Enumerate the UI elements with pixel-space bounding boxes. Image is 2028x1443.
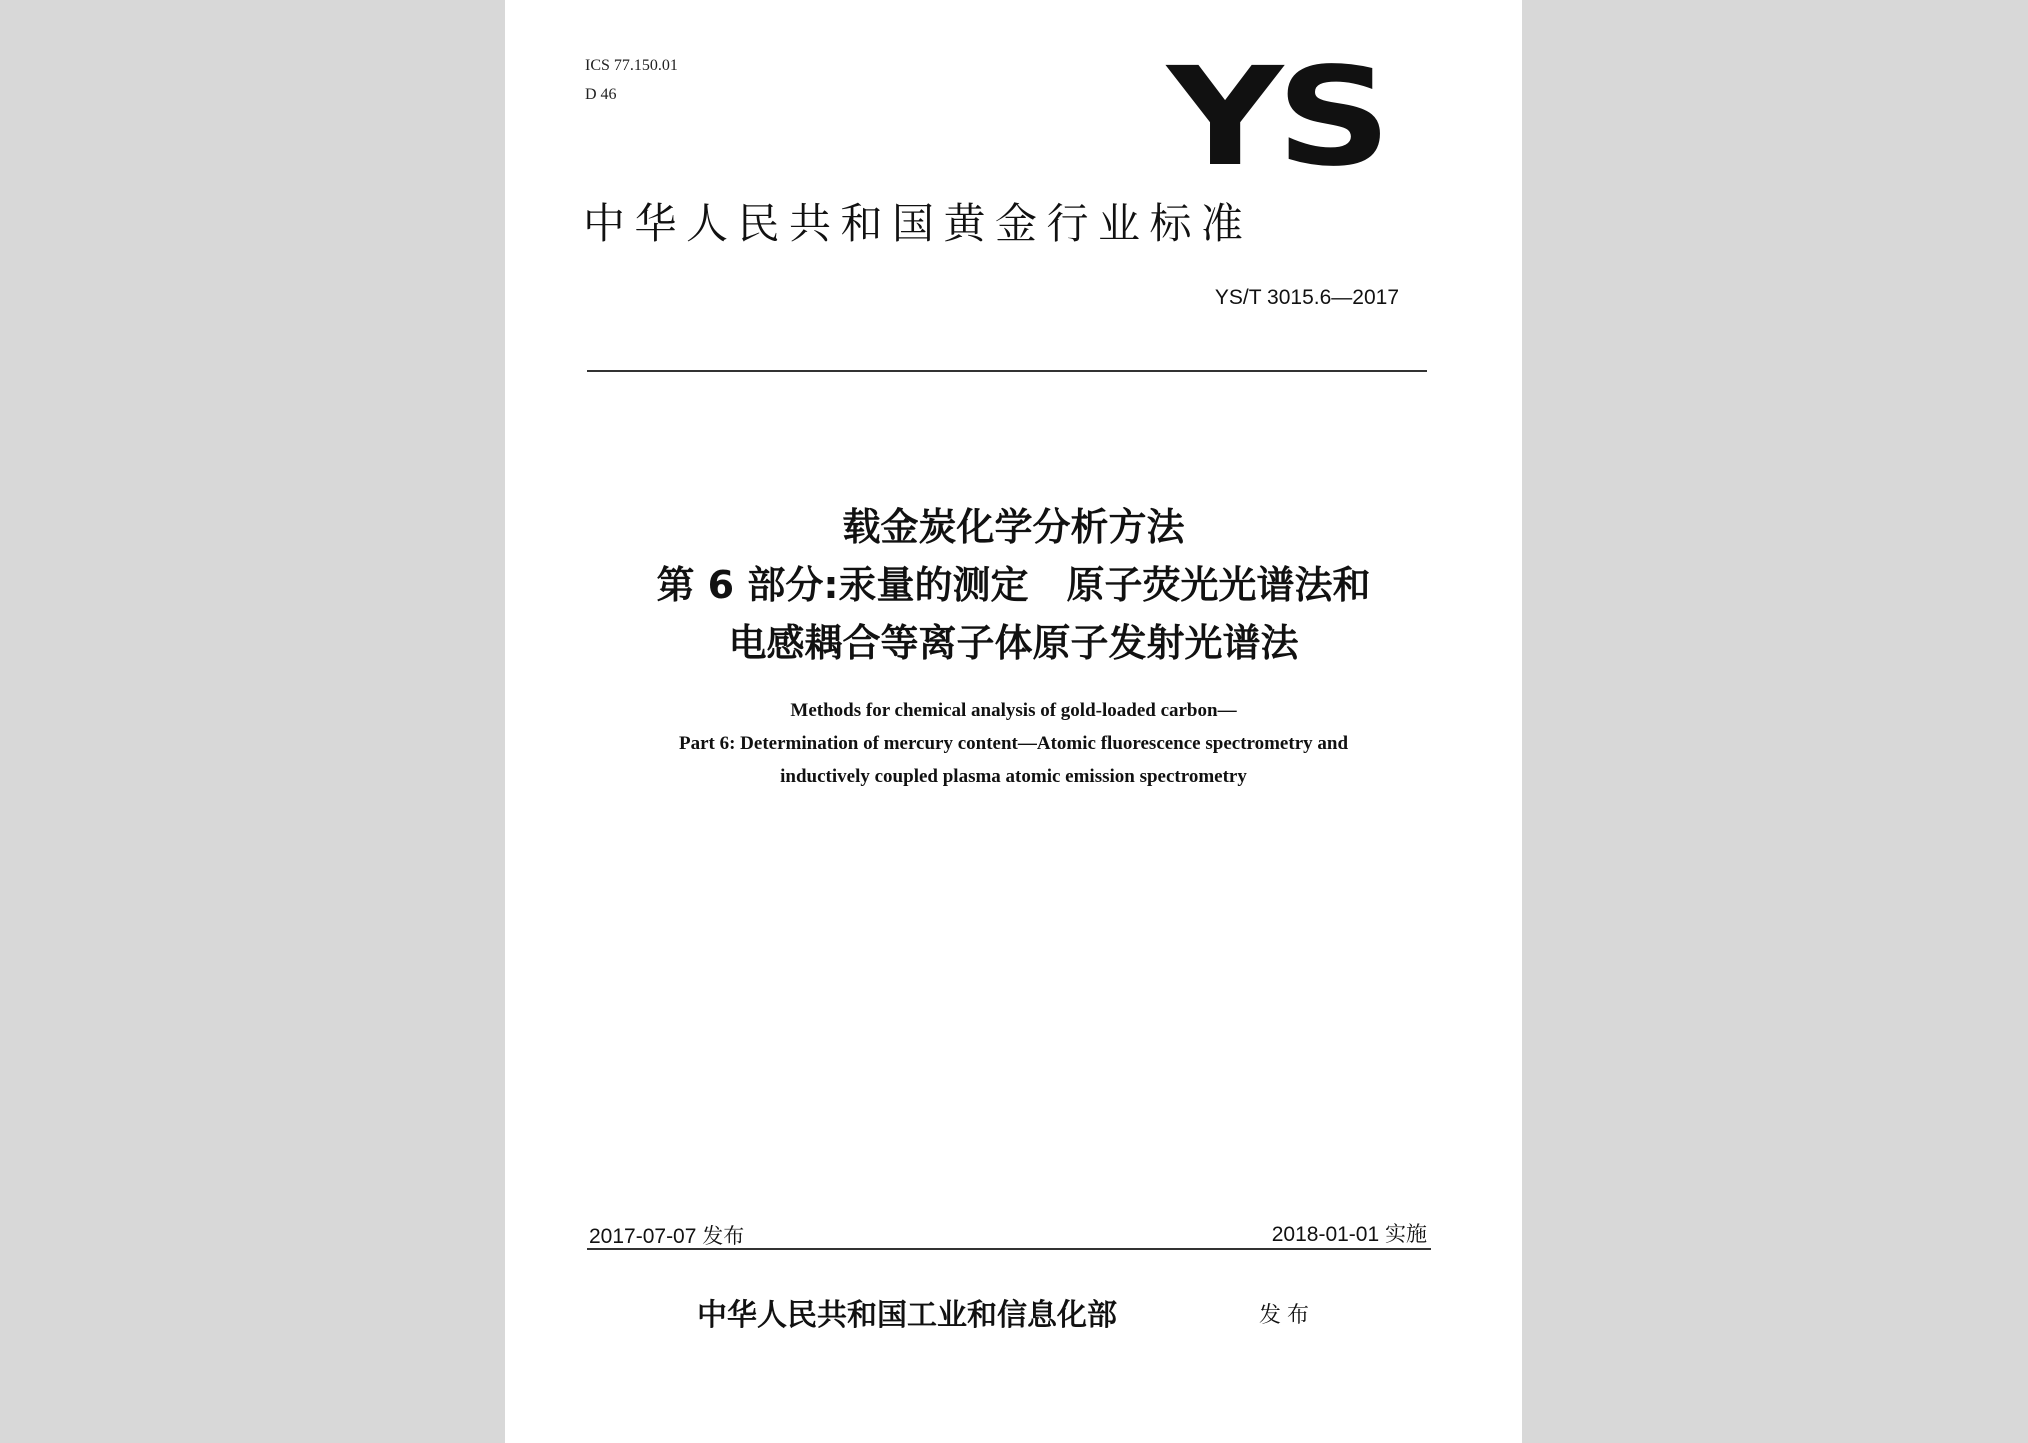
classification-code: D 46 bbox=[585, 86, 617, 103]
english-title-line-1: Methods for chemical analysis of gold-loaded carbon— bbox=[790, 700, 1237, 721]
footer-divider bbox=[587, 1248, 1431, 1250]
standard-number: YS/T 3015.6—2017 bbox=[1214, 286, 1399, 309]
header-divider bbox=[587, 370, 1427, 372]
document-page bbox=[505, 0, 1522, 1443]
ys-logo: YS bbox=[1167, 39, 1385, 197]
english-title-line-3: inductively coupled plasma atomic emission spectrometry bbox=[780, 766, 1247, 787]
chinese-title bbox=[505, 498, 1522, 672]
publish-label: 发布 bbox=[1259, 1303, 1316, 1328]
ics-code: ICS 77.150.01 bbox=[585, 57, 678, 74]
chinese-title-line-2: 第 6 部分:汞量的测定 原子荧光光谱法和 bbox=[656, 563, 1371, 607]
english-title bbox=[505, 694, 1522, 793]
chinese-title-line-1: 载金炭化学分析方法 bbox=[842, 505, 1185, 549]
issue-date: 2017-07-07 发布 bbox=[589, 1225, 745, 1248]
english-title-line-2: Part 6: Determination of mercury content—Atomic fluorescence spectrometry and bbox=[678, 733, 1349, 754]
issuing-authority: 中华人民共和国工业和信息化部 bbox=[697, 1298, 1117, 1333]
standard-title: 中华人民共和国黄金行业标准 bbox=[583, 199, 1253, 248]
chinese-title-line-3: 电感耦合等离子体原子发射光谱法 bbox=[728, 621, 1299, 665]
implementation-date: 2018-01-01 实施 bbox=[1271, 1223, 1427, 1246]
